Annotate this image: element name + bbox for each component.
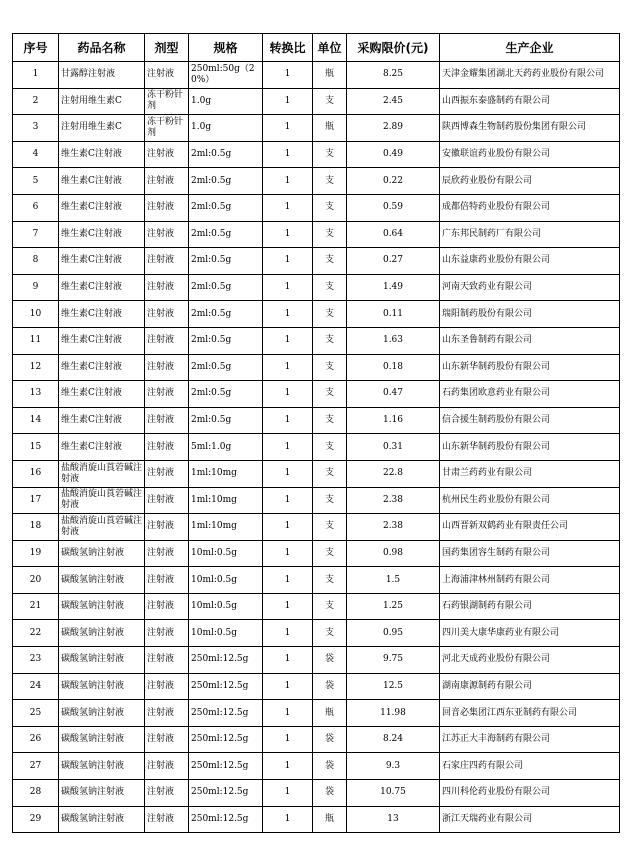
cell-manufacturer: 山西振东泰盛制药有限公司 xyxy=(440,88,620,115)
cell-drug-name: 维生素C注射液 xyxy=(59,407,145,434)
cell-drug-name: 碳酸氢钠注射液 xyxy=(59,780,145,807)
cell-drug-name: 维生素C注射液 xyxy=(59,221,145,248)
cell-drug-name: 碳酸氢钠注射液 xyxy=(59,700,145,727)
cell-index: 17 xyxy=(13,487,59,514)
cell-price-limit: 0.95 xyxy=(347,620,440,647)
cell-unit: 瓶 xyxy=(313,62,347,89)
cell-price-limit: 11.98 xyxy=(347,700,440,727)
cell-conversion-ratio: 1 xyxy=(263,514,313,541)
cell-drug-name: 甘露醇注射液 xyxy=(59,62,145,89)
table-row xyxy=(13,354,620,381)
table-row xyxy=(13,514,620,541)
cell-conversion-ratio: 1 xyxy=(263,753,313,780)
table-row xyxy=(13,460,620,487)
table-row xyxy=(13,567,620,594)
cell-manufacturer: 山东益康药业股份有限公司 xyxy=(440,248,620,275)
cell-unit: 支 xyxy=(313,327,347,354)
cell-manufacturer: 杭州民生药业股份有限公司 xyxy=(440,487,620,514)
cell-specification: 1ml:10mg xyxy=(189,487,263,514)
cell-specification: 2ml:0.5g xyxy=(189,301,263,328)
table-row xyxy=(13,700,620,727)
cell-drug-name: 注射用维生素C xyxy=(59,115,145,142)
cell-dosage-form: 注射液 xyxy=(145,460,189,487)
cell-price-limit: 0.18 xyxy=(347,354,440,381)
cell-manufacturer: 广东邦民制药厂有限公司 xyxy=(440,221,620,248)
cell-specification: 10ml:0.5g xyxy=(189,593,263,620)
cell-unit: 袋 xyxy=(313,780,347,807)
cell-dosage-form: 注射液 xyxy=(145,593,189,620)
cell-specification: 2ml:0.5g xyxy=(189,407,263,434)
cell-manufacturer: 山东新华制药股份有限公司 xyxy=(440,434,620,461)
cell-specification: 2ml:0.5g xyxy=(189,168,263,195)
cell-drug-name: 维生素C注射液 xyxy=(59,168,145,195)
cell-price-limit: 1.63 xyxy=(347,327,440,354)
cell-drug-name: 盐酸消旋山莨菪碱注射液 xyxy=(59,487,145,514)
cell-conversion-ratio: 1 xyxy=(263,407,313,434)
cell-dosage-form: 注射液 xyxy=(145,354,189,381)
cell-drug-name: 碳酸氢钠注射液 xyxy=(59,726,145,753)
cell-index: 21 xyxy=(13,593,59,620)
cell-price-limit: 0.27 xyxy=(347,248,440,275)
cell-dosage-form: 注射液 xyxy=(145,780,189,807)
cell-index: 23 xyxy=(13,647,59,674)
cell-dosage-form: 注射液 xyxy=(145,434,189,461)
cell-specification: 250ml:12.5g xyxy=(189,647,263,674)
table-row xyxy=(13,141,620,168)
cell-unit: 支 xyxy=(313,567,347,594)
cell-unit: 支 xyxy=(313,514,347,541)
cell-unit: 支 xyxy=(313,354,347,381)
cell-specification: 250ml:12.5g xyxy=(189,753,263,780)
table-row xyxy=(13,726,620,753)
cell-price-limit: 1.25 xyxy=(347,593,440,620)
cell-drug-name: 碳酸氢钠注射液 xyxy=(59,620,145,647)
cell-price-limit: 22.8 xyxy=(347,460,440,487)
cell-dosage-form: 注射液 xyxy=(145,753,189,780)
cell-price-limit: 0.64 xyxy=(347,221,440,248)
cell-unit: 支 xyxy=(313,593,347,620)
cell-dosage-form: 注射液 xyxy=(145,647,189,674)
header-conversion-ratio: 转换比 xyxy=(263,34,313,62)
cell-conversion-ratio: 1 xyxy=(263,780,313,807)
cell-manufacturer: 石药集团欧意药业有限公司 xyxy=(440,381,620,408)
cell-drug-name: 维生素C注射液 xyxy=(59,327,145,354)
cell-drug-name: 维生素C注射液 xyxy=(59,381,145,408)
header-manufacturer: 生产企业 xyxy=(440,34,620,62)
cell-manufacturer: 瑞阳制药股份有限公司 xyxy=(440,301,620,328)
cell-conversion-ratio: 1 xyxy=(263,115,313,142)
cell-dosage-form: 注射液 xyxy=(145,327,189,354)
cell-manufacturer: 湖南康源制药有限公司 xyxy=(440,673,620,700)
cell-conversion-ratio: 1 xyxy=(263,301,313,328)
cell-conversion-ratio: 1 xyxy=(263,806,313,833)
table-row xyxy=(13,540,620,567)
cell-specification: 250ml:12.5g xyxy=(189,700,263,727)
cell-manufacturer: 天津金耀集团湖北天药药业股份有限公司 xyxy=(440,62,620,89)
cell-index: 22 xyxy=(13,620,59,647)
header-unit: 单位 xyxy=(313,34,347,62)
cell-price-limit: 0.49 xyxy=(347,141,440,168)
cell-drug-name: 碳酸氢钠注射液 xyxy=(59,753,145,780)
cell-specification: 2ml:0.5g xyxy=(189,221,263,248)
cell-price-limit: 1.16 xyxy=(347,407,440,434)
cell-unit: 支 xyxy=(313,194,347,221)
cell-manufacturer: 河北天成药业股份有限公司 xyxy=(440,647,620,674)
cell-dosage-form: 注射液 xyxy=(145,514,189,541)
table-row xyxy=(13,487,620,514)
cell-specification: 250ml:12.5g xyxy=(189,673,263,700)
cell-specification: 250ml:50g（20%） xyxy=(189,62,263,89)
table-row xyxy=(13,248,620,275)
cell-conversion-ratio: 1 xyxy=(263,540,313,567)
cell-specification: 250ml:12.5g xyxy=(189,726,263,753)
cell-conversion-ratio: 1 xyxy=(263,593,313,620)
cell-conversion-ratio: 1 xyxy=(263,327,313,354)
cell-manufacturer: 四川科伦药业股份有限公司 xyxy=(440,780,620,807)
cell-index: 26 xyxy=(13,726,59,753)
cell-dosage-form: 注射液 xyxy=(145,620,189,647)
cell-index: 20 xyxy=(13,567,59,594)
table-row xyxy=(13,301,620,328)
table-body xyxy=(13,62,620,833)
cell-dosage-form: 注射液 xyxy=(145,726,189,753)
cell-manufacturer: 山西晋新双鹤药业有限责任公司 xyxy=(440,514,620,541)
cell-conversion-ratio: 1 xyxy=(263,487,313,514)
cell-unit: 支 xyxy=(313,301,347,328)
cell-index: 16 xyxy=(13,460,59,487)
cell-drug-name: 维生素C注射液 xyxy=(59,141,145,168)
table-row xyxy=(13,593,620,620)
cell-dosage-form: 注射液 xyxy=(145,221,189,248)
cell-index: 11 xyxy=(13,327,59,354)
cell-conversion-ratio: 1 xyxy=(263,700,313,727)
cell-index: 3 xyxy=(13,115,59,142)
cell-unit: 支 xyxy=(313,141,347,168)
header-dosage-form: 剂型 xyxy=(145,34,189,62)
table-row xyxy=(13,115,620,142)
cell-manufacturer: 四川美大康华康药业有限公司 xyxy=(440,620,620,647)
cell-price-limit: 0.31 xyxy=(347,434,440,461)
cell-drug-name: 注射用维生素C xyxy=(59,88,145,115)
cell-specification: 1.0g xyxy=(189,88,263,115)
cell-unit: 瓶 xyxy=(313,115,347,142)
cell-manufacturer: 石药银湖制药有限公司 xyxy=(440,593,620,620)
cell-dosage-form: 注射液 xyxy=(145,274,189,301)
cell-specification: 2ml:0.5g xyxy=(189,248,263,275)
cell-conversion-ratio: 1 xyxy=(263,88,313,115)
cell-conversion-ratio: 1 xyxy=(263,620,313,647)
cell-dosage-form: 注射液 xyxy=(145,141,189,168)
cell-drug-name: 盐酸消旋山莨菪碱注射液 xyxy=(59,460,145,487)
cell-conversion-ratio: 1 xyxy=(263,673,313,700)
table-row xyxy=(13,753,620,780)
cell-manufacturer: 山东新华制药股份有限公司 xyxy=(440,354,620,381)
cell-price-limit: 0.22 xyxy=(347,168,440,195)
cell-index: 4 xyxy=(13,141,59,168)
cell-index: 24 xyxy=(13,673,59,700)
cell-conversion-ratio: 1 xyxy=(263,248,313,275)
cell-drug-name: 碳酸氢钠注射液 xyxy=(59,540,145,567)
cell-specification: 250ml:12.5g xyxy=(189,780,263,807)
cell-manufacturer: 浙江天瑞药业有限公司 xyxy=(440,806,620,833)
cell-drug-name: 维生素C注射液 xyxy=(59,274,145,301)
cell-unit: 支 xyxy=(313,381,347,408)
cell-specification: 1.0g xyxy=(189,115,263,142)
cell-specification: 2ml:0.5g xyxy=(189,327,263,354)
table-row xyxy=(13,381,620,408)
cell-manufacturer: 陕西博森生物制药股份集团有限公司 xyxy=(440,115,620,142)
cell-conversion-ratio: 1 xyxy=(263,381,313,408)
cell-unit: 袋 xyxy=(313,647,347,674)
cell-price-limit: 9.75 xyxy=(347,647,440,674)
cell-conversion-ratio: 1 xyxy=(263,434,313,461)
cell-manufacturer: 上海浦津林州制药有限公司 xyxy=(440,567,620,594)
cell-index: 12 xyxy=(13,354,59,381)
cell-drug-name: 碳酸氢钠注射液 xyxy=(59,647,145,674)
cell-specification: 2ml:0.5g xyxy=(189,381,263,408)
cell-price-limit: 9.3 xyxy=(347,753,440,780)
cell-dosage-form: 注射液 xyxy=(145,407,189,434)
cell-index: 1 xyxy=(13,62,59,89)
cell-manufacturer: 回音必集团江西东亚制药有限公司 xyxy=(440,700,620,727)
cell-conversion-ratio: 1 xyxy=(263,567,313,594)
cell-dosage-form: 注射液 xyxy=(145,301,189,328)
cell-dosage-form: 注射液 xyxy=(145,673,189,700)
cell-price-limit: 0.11 xyxy=(347,301,440,328)
cell-price-limit: 1.49 xyxy=(347,274,440,301)
cell-index: 27 xyxy=(13,753,59,780)
cell-conversion-ratio: 1 xyxy=(263,274,313,301)
cell-dosage-form: 冻干粉针剂 xyxy=(145,115,189,142)
cell-dosage-form: 注射液 xyxy=(145,168,189,195)
cell-index: 15 xyxy=(13,434,59,461)
drug-price-table xyxy=(12,33,620,833)
cell-unit: 支 xyxy=(313,434,347,461)
cell-index: 18 xyxy=(13,514,59,541)
cell-unit: 瓶 xyxy=(313,806,347,833)
cell-index: 13 xyxy=(13,381,59,408)
cell-conversion-ratio: 1 xyxy=(263,726,313,753)
cell-price-limit: 1.5 xyxy=(347,567,440,594)
cell-dosage-form: 冻干粉针剂 xyxy=(145,88,189,115)
cell-conversion-ratio: 1 xyxy=(263,460,313,487)
header-row xyxy=(13,34,620,62)
cell-price-limit: 0.47 xyxy=(347,381,440,408)
cell-unit: 支 xyxy=(313,88,347,115)
cell-price-limit: 0.98 xyxy=(347,540,440,567)
cell-dosage-form: 注射液 xyxy=(145,194,189,221)
table-row xyxy=(13,168,620,195)
cell-conversion-ratio: 1 xyxy=(263,647,313,674)
table-row xyxy=(13,434,620,461)
cell-drug-name: 碳酸氢钠注射液 xyxy=(59,593,145,620)
cell-price-limit: 0.59 xyxy=(347,194,440,221)
cell-manufacturer: 石家庄四药有限公司 xyxy=(440,753,620,780)
cell-manufacturer: 甘肃兰药药业有限公司 xyxy=(440,460,620,487)
cell-index: 19 xyxy=(13,540,59,567)
cell-specification: 1ml:10mg xyxy=(189,460,263,487)
cell-index: 9 xyxy=(13,274,59,301)
cell-dosage-form: 注射液 xyxy=(145,62,189,89)
cell-unit: 支 xyxy=(313,407,347,434)
cell-drug-name: 碳酸氢钠注射液 xyxy=(59,567,145,594)
cell-unit: 支 xyxy=(313,168,347,195)
cell-unit: 支 xyxy=(313,487,347,514)
cell-index: 10 xyxy=(13,301,59,328)
header-specification: 规格 xyxy=(189,34,263,62)
header-index: 序号 xyxy=(13,34,59,62)
cell-price-limit: 10.75 xyxy=(347,780,440,807)
cell-manufacturer: 信合援生制药股份有限公司 xyxy=(440,407,620,434)
cell-specification: 2ml:0.5g xyxy=(189,274,263,301)
cell-specification: 2ml:0.5g xyxy=(189,354,263,381)
cell-dosage-form: 注射液 xyxy=(145,700,189,727)
cell-conversion-ratio: 1 xyxy=(263,62,313,89)
cell-index: 6 xyxy=(13,194,59,221)
table-row xyxy=(13,647,620,674)
cell-unit: 支 xyxy=(313,540,347,567)
cell-drug-name: 维生素C注射液 xyxy=(59,434,145,461)
cell-specification: 10ml:0.5g xyxy=(189,540,263,567)
cell-unit: 瓶 xyxy=(313,700,347,727)
table-row xyxy=(13,88,620,115)
cell-index: 8 xyxy=(13,248,59,275)
table-row xyxy=(13,194,620,221)
cell-specification: 1ml:10mg xyxy=(189,514,263,541)
cell-manufacturer: 江苏正大丰海制药有限公司 xyxy=(440,726,620,753)
cell-conversion-ratio: 1 xyxy=(263,141,313,168)
cell-manufacturer: 山东圣鲁制药有限公司 xyxy=(440,327,620,354)
cell-unit: 袋 xyxy=(313,726,347,753)
cell-dosage-form: 注射液 xyxy=(145,487,189,514)
table-row xyxy=(13,673,620,700)
cell-unit: 袋 xyxy=(313,753,347,780)
cell-dosage-form: 注射液 xyxy=(145,540,189,567)
cell-price-limit: 8.25 xyxy=(347,62,440,89)
table-row xyxy=(13,221,620,248)
cell-price-limit: 13 xyxy=(347,806,440,833)
cell-price-limit: 2.38 xyxy=(347,514,440,541)
header-price-limit: 采购限价(元) xyxy=(347,34,440,62)
cell-index: 14 xyxy=(13,407,59,434)
cell-specification: 2ml:0.5g xyxy=(189,194,263,221)
table-row xyxy=(13,620,620,647)
cell-manufacturer: 国药集团容生制药有限公司 xyxy=(440,540,620,567)
cell-conversion-ratio: 1 xyxy=(263,221,313,248)
cell-price-limit: 2.38 xyxy=(347,487,440,514)
cell-index: 28 xyxy=(13,780,59,807)
cell-index: 29 xyxy=(13,806,59,833)
cell-drug-name: 维生素C注射液 xyxy=(59,354,145,381)
cell-price-limit: 8.24 xyxy=(347,726,440,753)
cell-index: 5 xyxy=(13,168,59,195)
cell-unit: 支 xyxy=(313,221,347,248)
cell-manufacturer: 安徽联谊药业股份有限公司 xyxy=(440,141,620,168)
cell-index: 25 xyxy=(13,700,59,727)
cell-conversion-ratio: 1 xyxy=(263,194,313,221)
cell-manufacturer: 辰欣药业股份有限公司 xyxy=(440,168,620,195)
cell-drug-name: 维生素C注射液 xyxy=(59,248,145,275)
table-row xyxy=(13,806,620,833)
cell-drug-name: 盐酸消旋山莨菪碱注射液 xyxy=(59,514,145,541)
table-row xyxy=(13,780,620,807)
cell-specification: 5ml:1.0g xyxy=(189,434,263,461)
cell-unit: 支 xyxy=(313,620,347,647)
table-row xyxy=(13,407,620,434)
header-drug-name: 药品名称 xyxy=(59,34,145,62)
cell-unit: 支 xyxy=(313,248,347,275)
cell-drug-name: 维生素C注射液 xyxy=(59,194,145,221)
cell-dosage-form: 注射液 xyxy=(145,567,189,594)
cell-specification: 10ml:0.5g xyxy=(189,567,263,594)
cell-manufacturer: 成都倍特药业股份有限公司 xyxy=(440,194,620,221)
cell-specification: 10ml:0.5g xyxy=(189,620,263,647)
cell-index: 2 xyxy=(13,88,59,115)
cell-drug-name: 碳酸氢钠注射液 xyxy=(59,806,145,833)
cell-dosage-form: 注射液 xyxy=(145,248,189,275)
cell-drug-name: 碳酸氢钠注射液 xyxy=(59,673,145,700)
cell-price-limit: 2.45 xyxy=(347,88,440,115)
cell-drug-name: 维生素C注射液 xyxy=(59,301,145,328)
cell-index: 7 xyxy=(13,221,59,248)
cell-price-limit: 2.89 xyxy=(347,115,440,142)
cell-unit: 支 xyxy=(313,460,347,487)
cell-conversion-ratio: 1 xyxy=(263,354,313,381)
table-row xyxy=(13,62,620,89)
cell-dosage-form: 注射液 xyxy=(145,381,189,408)
cell-specification: 250ml:12.5g xyxy=(189,806,263,833)
cell-dosage-form: 注射液 xyxy=(145,806,189,833)
table-row xyxy=(13,274,620,301)
cell-price-limit: 12.5 xyxy=(347,673,440,700)
cell-conversion-ratio: 1 xyxy=(263,168,313,195)
cell-manufacturer: 河南天致药业有限公司 xyxy=(440,274,620,301)
table-row xyxy=(13,327,620,354)
cell-unit: 支 xyxy=(313,274,347,301)
cell-specification: 2ml:0.5g xyxy=(189,141,263,168)
cell-unit: 袋 xyxy=(313,673,347,700)
